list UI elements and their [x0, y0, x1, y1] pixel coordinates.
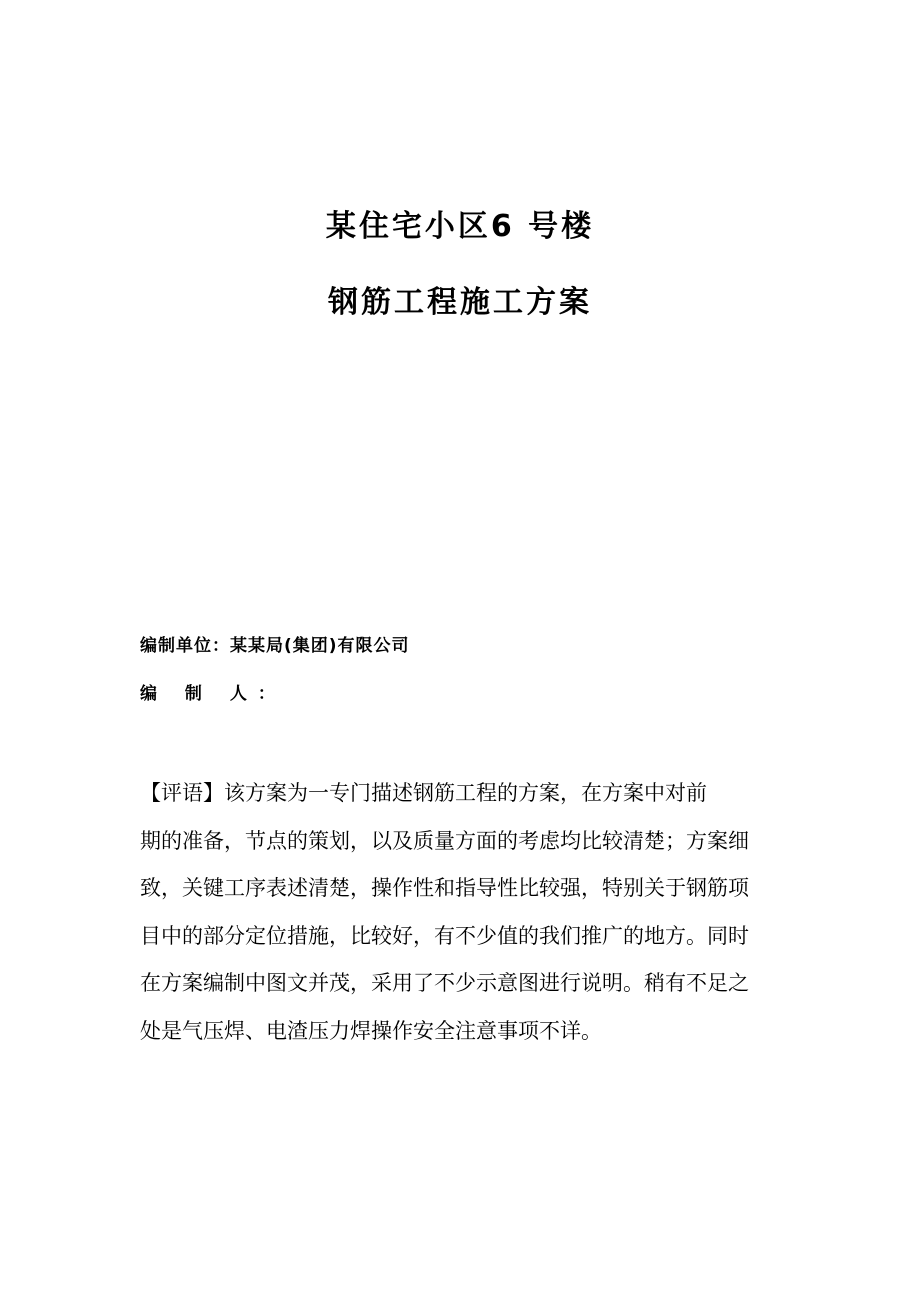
compiling-unit-label: 编制单位： [140, 636, 230, 656]
compiler-label: 编 制 人： [140, 684, 286, 704]
review-line: 致，关键工序表述清楚，操作性和指导性比较强，特别关于钢筋项 [140, 876, 749, 900]
compiling-unit [140, 631, 410, 656]
review-line: 在方案编制中图文并茂，采用了不少示意图进行说明。稍有不足之 [140, 971, 749, 995]
review-line: 目中的部分定位措施，比较好，有不少值的我们推广的地方。同时 [140, 923, 749, 948]
compiling-unit-value: 某某局(集团)有限公司 [230, 636, 410, 656]
review-line: 期的准备，节点的策划，以及质量方面的考虑均比较清楚；方案细 [140, 828, 749, 853]
review-line: 处是气压焊、电渣压力焊操作安全注意事项不详。 [140, 1018, 602, 1043]
document-title-line-1: 某住宅小区6 号楼 [325, 209, 595, 244]
document-title-line-2: 钢筋工程施工方案 [328, 285, 592, 320]
review-comment [140, 770, 780, 1055]
compiler [140, 679, 286, 704]
review-line: 【评语】该方案为一专门描述钢筋工程的方案，在方案中对前 [140, 781, 707, 805]
